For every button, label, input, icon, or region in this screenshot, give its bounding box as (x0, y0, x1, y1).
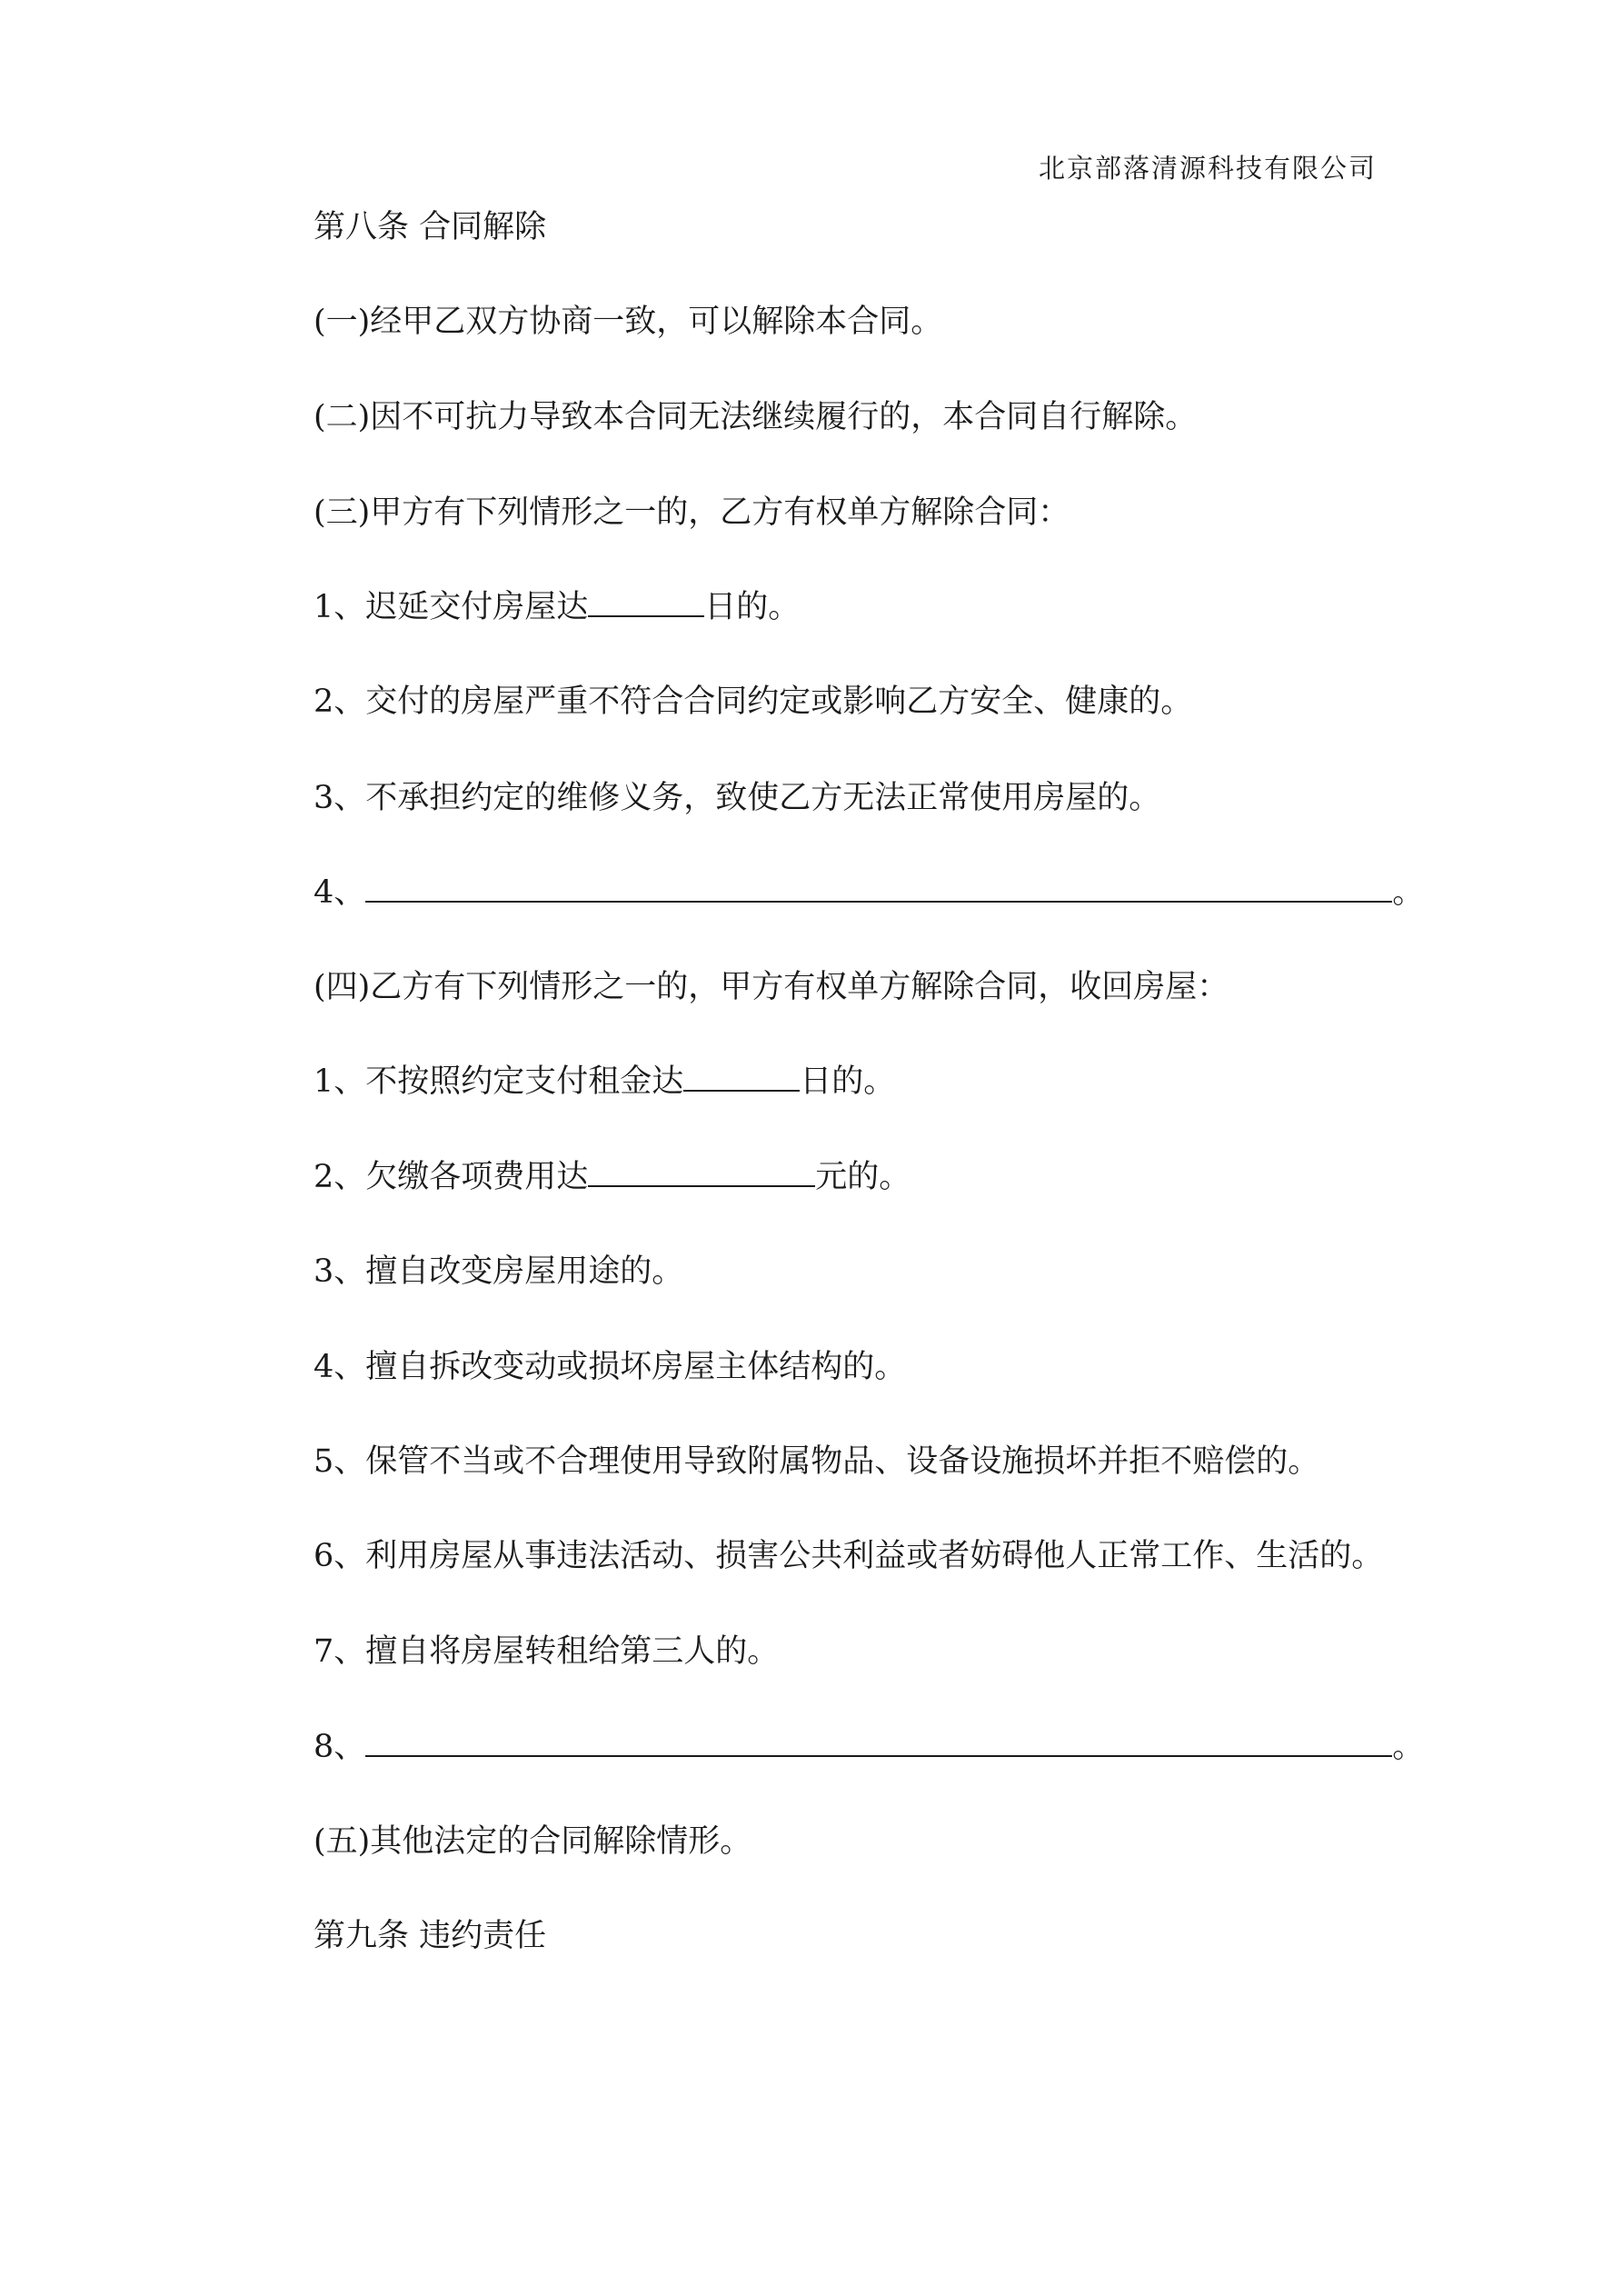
clause-4-item-6: 6、利用房屋从事违法活动、损害公共利益或者妨碍他人正常工作、生活的。 (313, 1538, 1384, 1574)
fill-blank-rent-days[interactable] (683, 1063, 800, 1092)
clause-1: (一)经甲乙双方协商一致，可以解除本合同。 (313, 304, 943, 340)
clause-3-item-1-text: 1、迟延交付房屋达 (313, 589, 589, 625)
clause-4-item-4: 4、擅自拆改变动或损坏房屋主体结构的。 (313, 1349, 907, 1385)
clause-3-item-4-suffix: 。 (1392, 874, 1425, 911)
clause-4-item-8-number: 8、 (313, 1729, 366, 1765)
clause-4-item-3: 3、擅自改变房屋用途的。 (313, 1253, 684, 1290)
clause-3-item-1-suffix: 日的。 (704, 589, 801, 625)
fill-blank-other-2[interactable] (365, 1728, 1392, 1757)
clause-3-item-3: 3、不承担约定的维修义务，致使乙方无法正常使用房屋的。 (313, 780, 1161, 816)
clause-4-item-1 (313, 1062, 895, 1102)
clause-3-item-2: 2、交付的房屋严重不符合合同约定或影响乙方安全、健康的。 (313, 684, 1193, 720)
clause-3-item-4-number: 4、 (313, 874, 366, 911)
clause-4-item-5: 5、保管不当或不合理使用导致附属物品、设备设施损坏并拒不赔偿的。 (313, 1443, 1320, 1480)
clause-4-item-8-suffix: 。 (1392, 1729, 1425, 1765)
clause-4-item-2-suffix: 元的。 (815, 1159, 911, 1195)
clause-5: (五)其他法定的合同解除情形。 (313, 1823, 752, 1860)
article-8-title: 第八条 合同解除 (313, 209, 547, 245)
clause-3-item-1 (313, 587, 800, 627)
company-header: 北京部落清源科技有限公司 (1038, 153, 1377, 184)
clause-4-item-2 (313, 1157, 911, 1197)
fill-blank-other[interactable] (365, 873, 1392, 903)
clause-3-item-4 (313, 873, 1424, 913)
clause-4-intro: (四)乙方有下列情形之一的，甲方有权单方解除合同，收回房屋： (313, 969, 1229, 1005)
clause-2: (二)因不可抗力导致本合同无法继续履行的，本合同自行解除。 (313, 399, 1198, 435)
clause-4-item-1-text: 1、不按照约定支付租金达 (313, 1063, 684, 1100)
clause-4-item-8 (313, 1727, 1424, 1767)
fill-blank-amount[interactable] (588, 1158, 815, 1187)
fill-blank-days[interactable] (588, 588, 704, 617)
clause-4-item-1-suffix: 日的。 (800, 1063, 896, 1100)
article-9-title: 第九条 违约责任 (313, 1918, 547, 1954)
clause-4-item-7: 7、擅自将房屋转租给第三人的。 (313, 1633, 780, 1670)
clause-3-intro: (三)甲方有下列情形之一的，乙方有权单方解除合同： (313, 494, 1070, 531)
clause-4-item-2-text: 2、欠缴各项费用达 (313, 1159, 589, 1195)
